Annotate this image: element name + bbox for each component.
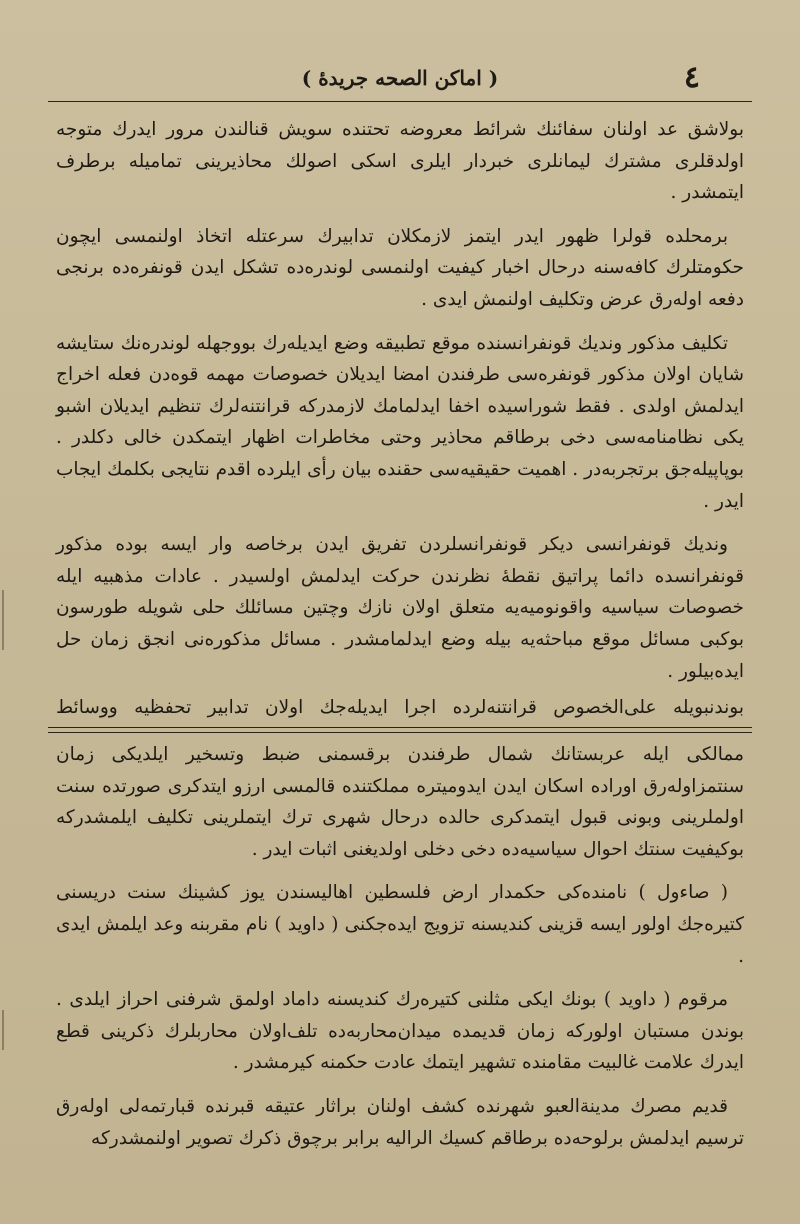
page-number: ٤ bbox=[683, 60, 700, 95]
page-fold-mark bbox=[2, 590, 4, 650]
paragraph: تكليف مذكور ونديك قونفرانسنده موقع تطبيقه وضع ايديله‌رك بووجهله لوندره‌نك ستايشه شايان اولان مذكور قونفره‌سى طرفندن امضا ايديلان خصوصات مهمه قوه‌دن فعله اخراج ايدلمش اولدى . فقط شوراسيده اخفا ايدلمامك لازمدركه قرانتنه‌لرك تنظيم ايديلان اشبو يكى نظامنامه‌سى دخى برطاقم محاذير وحتى مخاطرات اظهار ايتمكدن خالى دكلدر . بوپاپيله‌جق برتجربه‌در . اهميت حقيقيه‌سى حقنده بيان رأى ايلرده اقدم نتايجى بكلمك ايجاب ايدر . bbox=[56, 332, 744, 512]
page-fold-mark bbox=[2, 1010, 4, 1050]
paragraph: برمحلده قولرا ظهور ايدر ايتمز لازمكلان تدابيرك سرعتله اتخاذ اولنمسى ايچون حكومتلرك كافه‌سنه درحال اخبار كيفيت اولنمسى لوندره‌ده تشكل ايدن قونفره‌ده برنجى دفعه اوله‌رق عرض وتكليف اولنمش ايدى . bbox=[56, 225, 744, 310]
paragraph: مرقوم ( داويد ) بونك ايكى مثلنى كتيره‌رك كنديسنه داماد اولمق شرفنى احراز ايلدى . بوندن مستبان اولوركه زمان قديمده ميدان‌محاربه‌ده تلف‌اولان محاربلرك ذكرينى قطع ايدرك علامت غالبيت مقامنده تشهير ايتمك عادت حكمنه كيرمشدر . bbox=[56, 989, 744, 1074]
paragraph: ونديك قونفرانسى ديكر قونفرانسلردن تفريق ايدن برخاصه وار ايسه بوده مذكور قونفرانسده دائما پراتيق نقطهٔ نظرندن حركت ايدلمش اولسيدر . عادات مذهبيه ايله خصوصات سياسيه واقونوميه‌يه متعلق اولان نازك وچتين مسائلك حلى شويله طورسون بوكبى مسائل موقع مباحثه‌يه بيله وضع ايدلمامشدر . مسائل مذكوره‌نى انجق زمان حل ايده‌بيلور . bbox=[56, 534, 744, 682]
paragraph: بولاشق عد اولنان سفائنك شرائط معروضه تحتنده سويش قنالندن مرور ايدرك متوجه اولدقلرى مشترك ليمانلرى خبردار ايلرى اسكى اصولك محاذيرينى تماميله برطرف ايتمشدر . bbox=[56, 119, 744, 204]
section-double-rule bbox=[48, 727, 752, 733]
page-title: ( اماكن الصحه جريدهٔ ) bbox=[301, 66, 499, 90]
paragraph: ( صاءول ) نامنده‌كى حكمدار ارض فلسطين اهاليسندن يوز كشينك سنت دريسنى كتيره‌جك اولور ايسه قزينى كنديسنه تزويج ايده‌جكنى ( داويد ) نام مقربنه وعد ايلمش ايدى . bbox=[56, 882, 744, 967]
header-rule bbox=[48, 101, 752, 102]
page-header bbox=[48, 62, 752, 96]
lower-text-block bbox=[56, 739, 744, 1154]
upper-text-block bbox=[56, 114, 744, 687]
continuation-line: بوندنبويله على‌الخصوص قرانتنه‌لرده اجرا ايديله‌جك اولان تدابير تحفظيه ووسائط bbox=[56, 697, 744, 718]
paragraph: قديم مصرك مدينةالعبو شهرنده كشف اولنان براثار عتيقه قبرنده قبارتمه‌لى اوله‌رق ترسيم ايدلمش برلوحه‌ده برطاقم كسيك الراليه برابر برچوق ذكرك تصوير اولنمشدركه bbox=[56, 1095, 744, 1149]
paragraph: ممالكى ايله عربستانك شمال طرفندن برقسمنى ضبط وتسخير ايلديكى زمان سنتمزاوله‌رق اوراده اسكان ايدن ايدوميتره مملكتنده قالمسى ارزو ايتدكرى صورتده سنت اولملرينى وبونى قبول ايتمدكرى حالده درحال شهرى ترك ايتملرينى تكليف ايلمشدركه بوكيفيت سنتك احوال سياسيه‌ده دخى دخلى اولديغنى اثبات ايدر . bbox=[56, 744, 744, 860]
